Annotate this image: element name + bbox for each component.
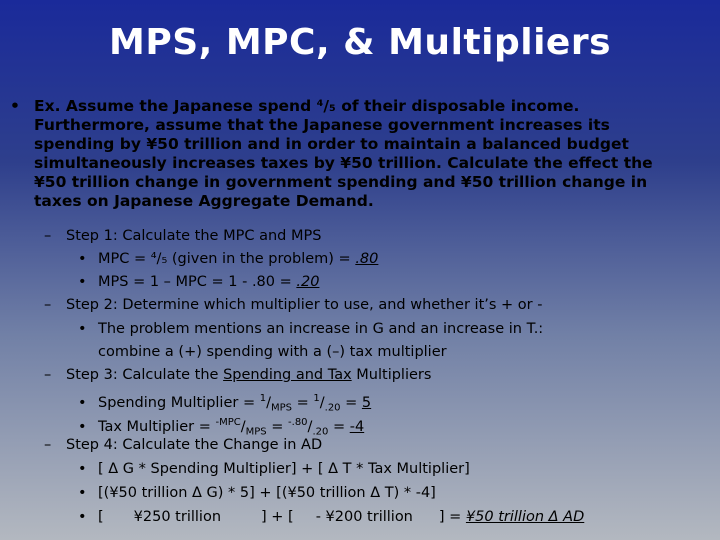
mps-value: .20 (296, 274, 320, 290)
bullet-marker: • (78, 485, 87, 501)
step-2-detail-text: The problem mentions an increase in G and an increase in T.: (98, 321, 544, 337)
main-text-line: taxes on Japanese Aggregate Demand. (34, 192, 374, 210)
dash-marker: – (44, 437, 52, 453)
bullet-marker: • (78, 418, 87, 435)
equals: = (340, 394, 362, 411)
bullet-marker: • (78, 509, 87, 525)
tax-change: - ¥200 trillion (315, 509, 413, 525)
spending-result: 5 (361, 394, 372, 411)
step-3 (44, 366, 431, 385)
fraction-denominator: MPS (245, 426, 267, 438)
step-3-prefix: Step 3: Calculate the (66, 367, 224, 383)
bullet-marker: • (78, 394, 87, 411)
main-text-line: spending by ¥50 trillion and in order to maintain a balanced budget (34, 135, 629, 153)
step-2-detail-cont: combine a (+) spending with a (–) tax multiplier (98, 344, 447, 360)
step-4 (44, 436, 322, 455)
bullet-marker: • (78, 251, 87, 267)
main-bullet (10, 97, 710, 211)
step-4-line-2: [(¥50 trillion Δ G) * 5] + [(¥50 trillion Δ T) * -4] (98, 485, 436, 501)
ad-result: ¥50 trillion Δ AD (465, 509, 585, 525)
tax-result: -4 (349, 418, 365, 435)
bracket: ] = (438, 509, 466, 525)
step-4-substitution (78, 484, 436, 503)
spending-multiplier: • Spending Multiplier = $^1/_{MPS} = ^1/_{.20} = 5$ (78, 393, 372, 414)
bullet-marker: • (78, 274, 87, 290)
dash-marker: – (44, 228, 52, 244)
fraction-denominator: .20 (312, 426, 329, 438)
tax-label: Tax Multiplier = (98, 418, 216, 435)
step-1-text: Step 1: Calculate the MPC and MPS (66, 228, 322, 244)
spending-label: Spending Multiplier = (98, 394, 260, 411)
step-2-detail (78, 320, 543, 339)
equals: = (328, 418, 350, 435)
fraction-denominator: MPS (270, 402, 292, 414)
fraction-denominator: .20 (324, 402, 341, 414)
step-3-suffix: Multipliers (351, 367, 432, 383)
equals: = (266, 418, 289, 435)
step-4-line-1: [ Δ G * Spending Multiplier] + [ Δ T * Tax Multiplier] (98, 461, 470, 477)
mpc-value: .80 (355, 251, 379, 267)
step-1-mpc (78, 250, 378, 269)
bracket: ] + [ (261, 509, 294, 525)
mps-text: MPS = 1 – MPC = 1 - .80 = (98, 274, 297, 290)
bullet-marker: • (78, 321, 87, 337)
main-text-line: simultaneously increases taxes by ¥50 trillion. Calculate the effect the (34, 154, 653, 172)
bullet-marker: • (10, 97, 20, 115)
step-1-mps (78, 273, 319, 292)
fraction-numerator: -MPC (215, 417, 241, 428)
equals: = (292, 394, 314, 411)
dash-marker: – (44, 297, 52, 313)
main-text-line: ¥50 trillion change in government spending and ¥50 trillion change in (34, 173, 648, 191)
bullet-marker: • (78, 461, 87, 477)
mpc-text: MPC = ⁴/₅ (given in the problem) = (98, 251, 356, 267)
tax-multiplier: • Tax Multiplier = $^{-MPC}/_{MPS} = ^{-.80}/_{.20} = -4$ (78, 417, 365, 438)
fraction-numerator: -.80 (288, 417, 308, 428)
step-4-result-line (78, 508, 584, 527)
spending-change: ¥250 trillion (133, 509, 222, 525)
step-2 (44, 296, 542, 315)
step-3-underlined: Spending and Tax (223, 367, 352, 383)
bracket: [ (98, 509, 104, 525)
fraction-numerator: 1 (313, 393, 320, 404)
dash-marker: – (44, 367, 52, 383)
step-1 (44, 227, 321, 246)
step-4-formula (78, 460, 470, 479)
step-4-text: Step 4: Calculate the Change in AD (66, 437, 323, 453)
step-2-text: Step 2: Determine which multiplier to use, and whether it’s + or - (66, 297, 543, 313)
slide-title: MPS, MPC, & Multipliers (109, 22, 611, 63)
main-text-line: Ex. Assume the Japanese spend ⁴/₅ of their disposable income. (34, 97, 580, 115)
fraction-numerator: 1 (259, 393, 267, 404)
main-bullet-text (34, 97, 710, 211)
main-text-line: Furthermore, assume that the Japanese government increases its (34, 116, 610, 134)
